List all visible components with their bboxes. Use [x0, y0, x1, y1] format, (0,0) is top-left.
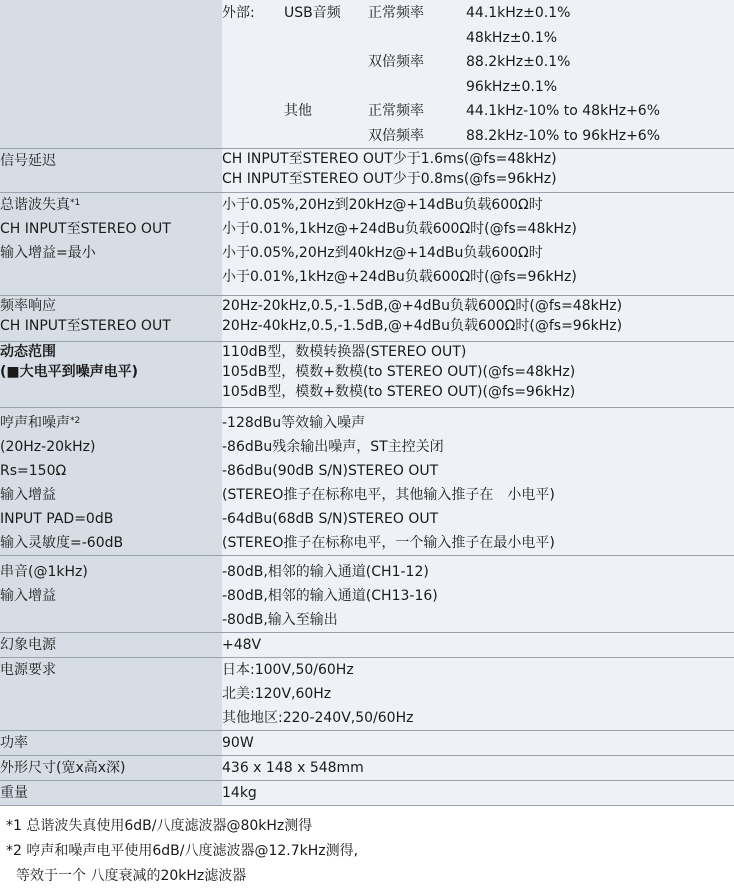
external-label: 外部:	[222, 5, 255, 21]
row-value: 14kg	[222, 785, 257, 801]
sampling-value: 44.1kHz±0.1%	[466, 5, 571, 21]
row-value: -86dBu(90dB S/N)STEREO OUT	[222, 463, 439, 479]
row-value-cell	[222, 149, 734, 193]
row-value: CH INPUT至STEREO OUT少于1.6ms(@fs=48kHz)	[222, 151, 557, 167]
row-value: 小于0.05%,20Hz到40kHz@+14dBu负载600Ω时	[222, 245, 543, 261]
spec-row-signal-delay	[0, 149, 734, 193]
row-label-cell	[0, 658, 222, 731]
usb-audio-label: USB音频	[284, 5, 341, 21]
row-label-cell	[0, 781, 222, 806]
sampling-value-cell	[222, 0, 734, 149]
footnote-mark: *2	[70, 416, 81, 426]
row-value-cell	[222, 633, 734, 658]
sampling-label-cell	[0, 0, 222, 149]
sampling-value: 96kHz±0.1%	[466, 78, 558, 95]
sampling-row	[0, 0, 734, 149]
row-value: 小于0.01%,1kHz@+24dBu负载600Ω时(@fs=48kHz)	[222, 221, 577, 237]
row-value-cell	[222, 342, 734, 408]
row-value: 北美:120V,60Hz	[222, 686, 332, 702]
row-value: 20Hz-20kHz,0.5,-1.5dB,@+4dBu负载600Ω时(@fs=48kHz)	[222, 298, 623, 314]
row-label: 频率响应	[0, 298, 56, 314]
row-label: 功率	[0, 735, 28, 751]
double-rate-label: 双倍频率	[368, 127, 424, 144]
row-value-cell	[222, 731, 734, 756]
row-value-cell	[222, 781, 734, 806]
row-label: 哼声和噪声$^{*2}$	[0, 415, 81, 431]
row-value-cell	[222, 408, 734, 556]
footnote-2: *2 哼声和噪声电平使用6dB/八度滤波器@12.7kHz测得,	[6, 843, 359, 859]
row-value: 105dB型，模数+数模(to STEREO OUT)(@fs=48kHz)	[222, 364, 576, 380]
row-value: -64dBu(68dB S/N)STEREO OUT	[222, 511, 439, 527]
row-value-cell	[222, 756, 734, 781]
row-value: -128dBu等效输入噪声	[222, 415, 366, 431]
spec-row-thd	[0, 193, 734, 296]
row-label: 输入增益=最小	[0, 245, 96, 261]
sampling-value: 44.1kHz-10% to 48kHz+6%	[466, 103, 661, 119]
row-label: 电源要求	[0, 662, 56, 678]
row-label: 重量	[0, 785, 28, 801]
sampling-value: 48kHz±0.1%	[466, 29, 558, 46]
spec-row-phantom-power	[0, 633, 734, 658]
row-label: 输入增益	[0, 588, 56, 604]
row-value: -80dB,相邻的输入通道(CH13-16)	[222, 588, 438, 604]
row-label-cell	[0, 408, 222, 556]
row-value: -80dB,相邻的输入通道(CH1-12)	[222, 564, 429, 580]
row-label: (■大电平到噪声电平)	[0, 364, 139, 380]
footnote-2-continued: 等效于一个 八度衰减的20kHz滤波器	[16, 868, 247, 884]
row-label-cell	[0, 342, 222, 408]
row-value: -86dBu残余输出噪声，ST主控关闭	[222, 439, 444, 455]
row-value: 110dB型，数模转换器(STEREO OUT)	[222, 344, 467, 360]
row-label: 串音(@1kHz)	[0, 564, 88, 580]
row-label: (20Hz-20kHz)	[0, 439, 96, 455]
row-label: 总谐波失真$^{*1}$	[0, 197, 81, 213]
footnote-mark: *1	[70, 198, 81, 208]
row-label: CH INPUT至STEREO OUT	[0, 318, 171, 334]
normal-rate-label: 正常频率	[368, 103, 424, 119]
row-value: 436 x 148 x 548mm	[222, 760, 364, 776]
double-rate-label: 双倍频率	[368, 54, 424, 70]
row-value: 105dB型，模数+数模(to STEREO OUT)(@fs=96kHz)	[222, 384, 576, 400]
row-label: 信号延迟	[0, 153, 56, 169]
row-label: 幻象电源	[0, 637, 56, 653]
row-value: 小于0.01%,1kHz@+24dBu负载600Ω时(@fs=96kHz)	[222, 269, 577, 285]
row-value: -80dB,输入至输出	[222, 612, 338, 628]
spec-row-hum-noise	[0, 408, 734, 556]
row-label-cell	[0, 193, 222, 296]
row-value-cell	[222, 296, 734, 342]
spec-row-dynamic-range	[0, 342, 734, 408]
row-value: 日本:100V,50/60Hz	[222, 662, 354, 678]
spec-row-weight	[0, 781, 734, 806]
row-label: INPUT PAD=0dB	[0, 511, 114, 527]
row-label: 输入灵敏度=-60dB	[0, 535, 124, 551]
row-value: 其他地区:220-240V,50/60Hz	[222, 710, 414, 726]
row-label-cell	[0, 296, 222, 342]
row-value: +48V	[222, 637, 262, 653]
footnote-1: *1 总谐波失真使用6dB/八度滤波器@80kHz测得	[6, 818, 313, 834]
row-label: 输入增益	[0, 487, 56, 503]
sampling-grid	[222, 1, 734, 148]
row-label-cell	[0, 149, 222, 193]
row-label: 动态范围	[0, 344, 56, 360]
spec-row-dimensions	[0, 756, 734, 781]
row-value-cell	[222, 658, 734, 731]
footnotes	[0, 806, 734, 889]
row-label-cell	[0, 756, 222, 781]
normal-rate-label: 正常频率	[368, 5, 424, 21]
row-label: Rs=150Ω	[0, 463, 67, 479]
row-value: (STEREO推子在标称电平，一个输入推子在最小电平)	[222, 535, 555, 551]
row-label-cell	[0, 731, 222, 756]
sampling-value: 88.2kHz±0.1%	[466, 54, 571, 70]
row-value: 20Hz-40kHz,0.5,-1.5dB,@+4dBu负载600Ω时(@fs=96kHz)	[222, 318, 623, 334]
spec-row-power-requirements	[0, 658, 734, 731]
others-label: 其他	[284, 103, 312, 119]
row-value: (STEREO推子在标称电平，其他输入推子在 小电平)	[222, 487, 555, 503]
spec-row-power-consumption	[0, 731, 734, 756]
row-value-cell	[222, 556, 734, 633]
row-label-cell	[0, 633, 222, 658]
row-value: 90W	[222, 735, 254, 751]
sampling-value: 88.2kHz-10% to 96kHz+6%	[466, 127, 661, 144]
spec-row-frequency-response	[0, 296, 734, 342]
row-label: 外形尺寸(宽x高x深)	[0, 760, 126, 776]
row-value: 小于0.05%,20Hz到20kHz@+14dBu负载600Ω时	[222, 197, 543, 213]
row-label: CH INPUT至STEREO OUT	[0, 221, 171, 237]
row-value: CH INPUT至STEREO OUT少于0.8ms(@fs=96kHz)	[222, 171, 557, 187]
spec-row-crosstalk	[0, 556, 734, 633]
row-label-cell	[0, 556, 222, 633]
row-value-cell	[222, 193, 734, 296]
